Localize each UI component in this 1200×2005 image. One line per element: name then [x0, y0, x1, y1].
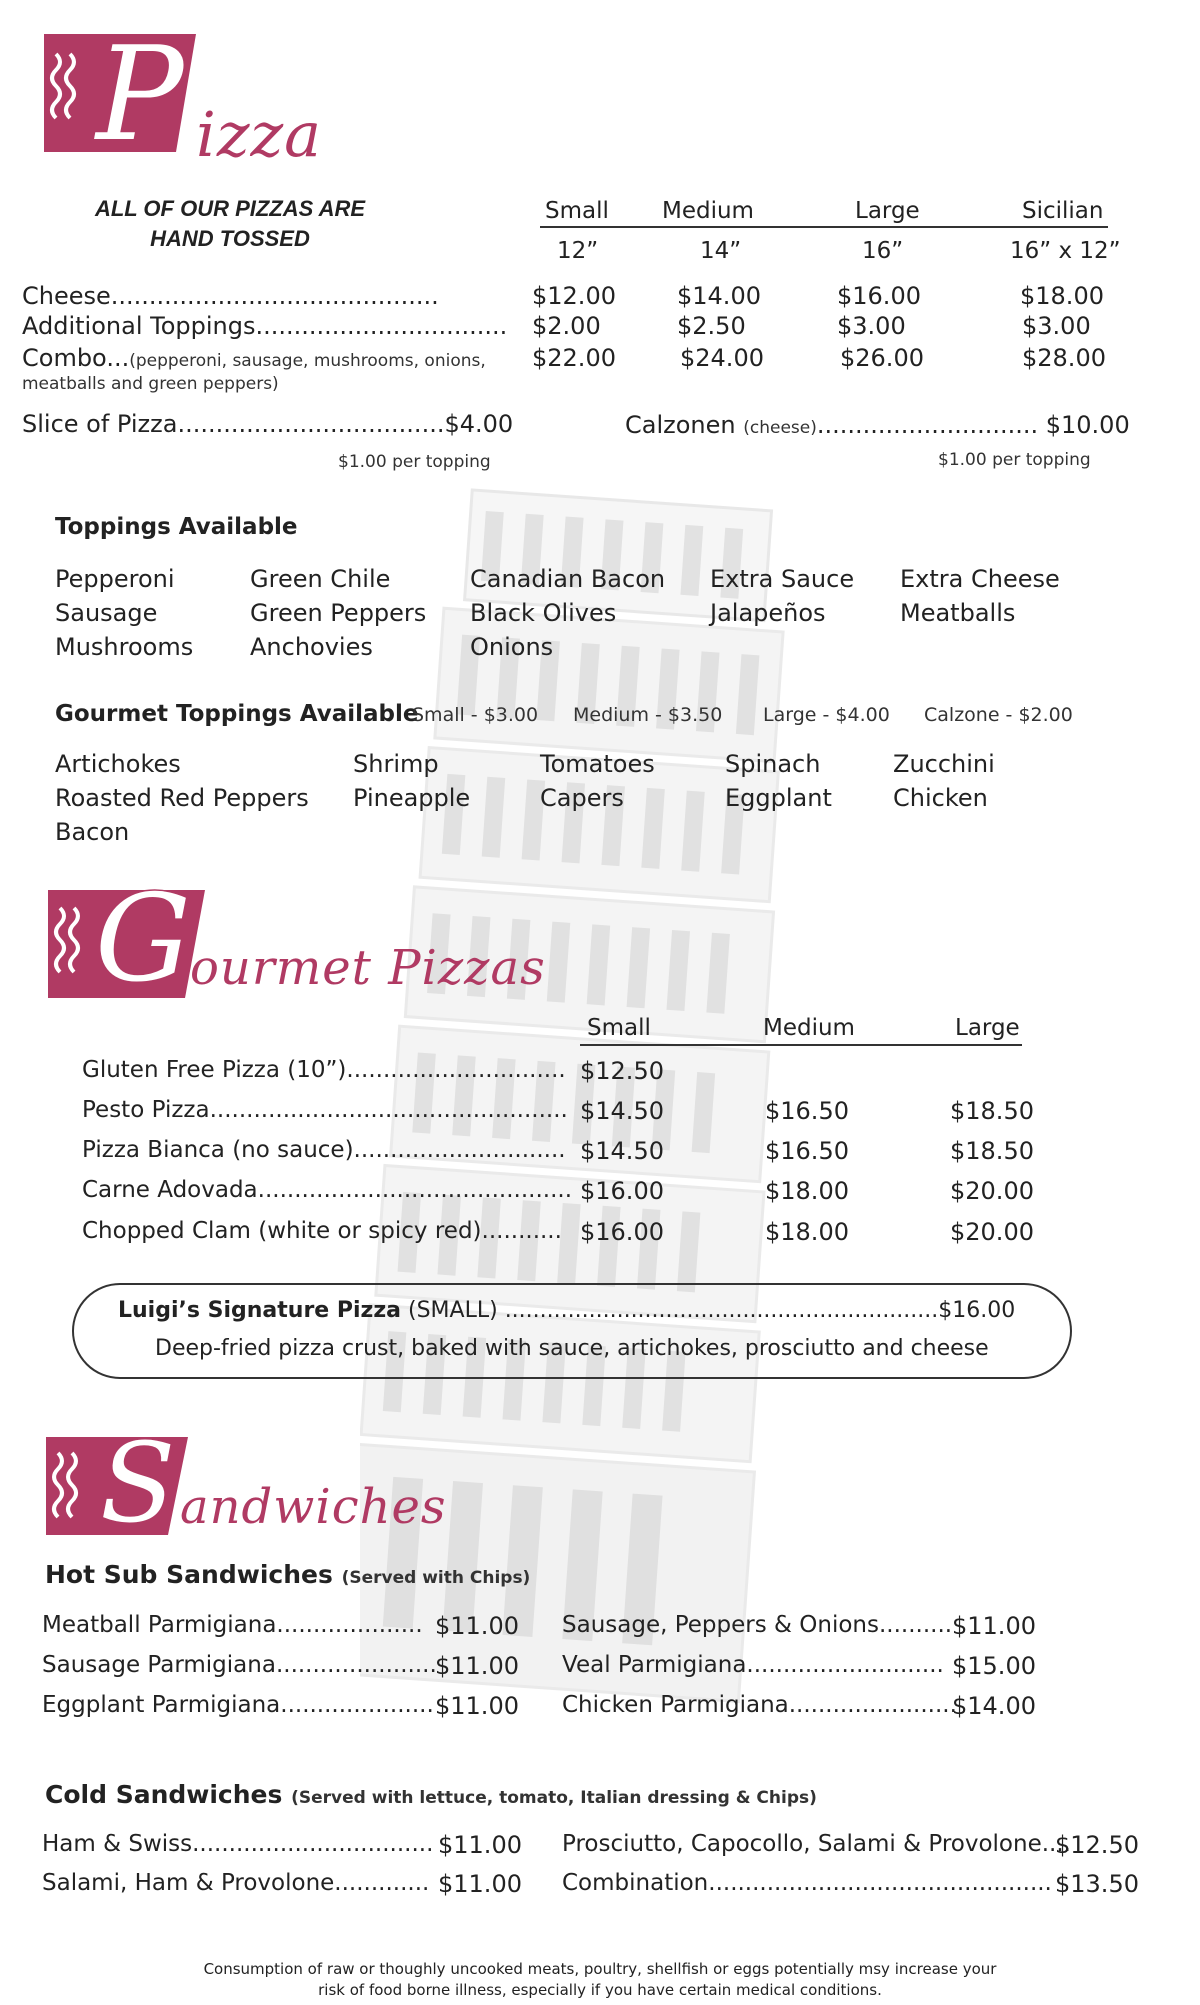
eggplant-parm-price: $11.00	[435, 1692, 519, 1720]
clam-label: Chopped Clam (white or spicy red)...........	[82, 1218, 562, 1244]
food-safety-notice-line2: risk of food borne illness, especially if you have certain medical conditions.	[318, 1981, 882, 1999]
hot-subs-title	[45, 1560, 530, 1589]
bianca-price-large: $18.50	[950, 1137, 1034, 1165]
prosciutto-price: $12.50	[1055, 1831, 1139, 1859]
combo-label	[22, 344, 486, 372]
cold-note: (Served with lettuce, tomato, Italian dressing & Chips)	[291, 1788, 817, 1808]
gourmet-tomatoes: Tomatoes	[540, 750, 655, 778]
gourmet-spinach: Spinach	[725, 750, 821, 778]
sandwiches-logo	[40, 1419, 520, 1549]
topping-green-peppers: Green Peppers	[250, 599, 427, 627]
combo-price-sicilian: $28.00	[1022, 344, 1106, 372]
gourmet-zucchini: Zucchini	[893, 750, 995, 778]
size-header-rule	[540, 226, 1108, 228]
combo-price-medium: $24.00	[680, 344, 764, 372]
cheese-price-large: $16.00	[837, 282, 921, 310]
signature-size: (SMALL)	[408, 1298, 498, 1323]
gourmet-heading-initial: G	[95, 870, 191, 1009]
topping-black-olives: Black Olives	[470, 599, 617, 627]
calzone-price: ............................. $10.00	[816, 411, 1130, 439]
pesto-price-large: $18.50	[950, 1097, 1034, 1125]
chicken-parm-price: $14.00	[952, 1692, 1036, 1720]
calzone-note: $1.00 per topping	[938, 450, 1091, 470]
combo-label-text: Combo...	[22, 344, 130, 372]
calzone-label-text: Calzonen	[625, 411, 736, 439]
gourmet-roasted-red-peppers: Roasted Red Peppers	[55, 784, 309, 812]
sausage-peppers-label: Sausage, Peppers & Onions..........	[562, 1612, 953, 1638]
gourmet-eggplant: Eggplant	[725, 784, 832, 812]
gourmet-bacon: Bacon	[55, 818, 130, 846]
topping-sausage: Sausage	[55, 599, 158, 627]
meatball-parm-label: Meatball Parmigiana....................	[42, 1612, 423, 1638]
slice-label: Slice of Pizza...................................$4.00	[22, 410, 514, 438]
carne-label: Carne Adovada...........................................	[82, 1177, 573, 1203]
size-sicilian: Sicilian	[1022, 198, 1104, 224]
combo-price-small: $22.00	[532, 344, 616, 372]
ham-swiss-label: Ham & Swiss.................................	[42, 1831, 434, 1857]
pesto-price-small: $14.50	[580, 1097, 664, 1125]
dim-sicilian: 16” x 12”	[1010, 238, 1121, 264]
bianca-price-small: $14.50	[580, 1137, 664, 1165]
gourmet-price-medium: Medium - $3.50	[573, 704, 723, 726]
chicken-parm-label: Chicken Parmigiana.......................	[562, 1692, 957, 1718]
topping-extra-cheese: Extra Cheese	[900, 565, 1060, 593]
clam-price-medium: $18.00	[765, 1218, 849, 1246]
clam-price-small: $16.00	[580, 1218, 664, 1246]
gourmet-size-small: Small	[587, 1015, 651, 1041]
combo-detail: (pepperoni, sausage, mushrooms, onions,	[129, 351, 486, 371]
topping-onions: Onions	[470, 633, 554, 661]
hot-subs-note: (Served with Chips)	[341, 1568, 531, 1588]
prosciutto-label: Prosciutto, Capocollo, Salami & Provolone....	[562, 1831, 1071, 1857]
cold-sandwiches-title	[45, 1780, 817, 1809]
veal-parm-label: Veal Parmigiana...........................	[562, 1652, 944, 1678]
dim-small: 12”	[557, 238, 599, 264]
toppings-price-medium: $2.50	[677, 312, 746, 340]
bianca-label: Pizza Bianca (no sauce).............................	[82, 1137, 566, 1163]
toppings-price-large: $3.00	[837, 312, 906, 340]
bianca-price-medium: $16.50	[765, 1137, 849, 1165]
size-large: Large	[855, 198, 920, 224]
gourmet-heading-rest: ourmet Pizzas	[190, 940, 546, 996]
gourmet-price-calzone: Calzone - $2.00	[924, 704, 1073, 726]
hand-tossed-note-line1: ALL OF OUR PIZZAS ARE	[94, 196, 366, 221]
signature-line	[118, 1298, 1015, 1323]
gourmet-price-small: Small - $3.00	[412, 704, 539, 726]
eggplant-parm-label: Eggplant Parmigiana.....................	[42, 1692, 434, 1718]
carne-price-medium: $18.00	[765, 1177, 849, 1205]
pesto-label: Pesto Pizza.................................................	[82, 1097, 568, 1123]
toppings-price-small: $2.00	[532, 312, 601, 340]
sandwiches-heading-rest: andwiches	[180, 1479, 447, 1535]
combination-label: Combination...............................................	[562, 1870, 1052, 1896]
veal-parm-price: $15.00	[952, 1652, 1036, 1680]
topping-mushrooms: Mushrooms	[55, 633, 194, 661]
salami-ham-price: $11.00	[438, 1870, 522, 1898]
sausage-peppers-price: $11.00	[952, 1612, 1036, 1640]
ham-swiss-price: $11.00	[438, 1831, 522, 1859]
gourmet-size-medium: Medium	[763, 1015, 855, 1041]
hot-subs-title-text: Hot Sub Sandwiches	[45, 1560, 333, 1589]
dim-large: 16”	[862, 238, 904, 264]
signature-description: Deep-fried pizza crust, baked with sauce, artichokes, prosciutto and cheese	[155, 1336, 989, 1361]
gourmet-size-large: Large	[955, 1015, 1020, 1041]
hand-tossed-note-line2: HAND TOSSED	[150, 226, 310, 251]
cheese-price-small: $12.00	[532, 282, 616, 310]
combo-detail-2: meatballs and green peppers)	[22, 374, 279, 394]
gourmet-chicken: Chicken	[893, 784, 988, 812]
gourmet-price-large: Large - $4.00	[763, 704, 890, 726]
topping-meatballs: Meatballs	[900, 599, 1016, 627]
meatball-parm-price: $11.00	[435, 1612, 519, 1640]
food-safety-notice-line1: Consumption of raw or thoughly uncooked meats, poultry, shellfish or eggs potentially msy increase your	[203, 1960, 997, 1978]
cheese-price-medium: $14.00	[677, 282, 761, 310]
dim-medium: 14”	[700, 238, 742, 264]
gluten-free-price-small: $12.50	[580, 1057, 664, 1085]
calzone-label	[625, 411, 1130, 439]
calzone-detail: (cheese)	[743, 418, 817, 438]
gourmet-toppings-title: Gourmet Toppings Available	[55, 701, 419, 727]
sandwiches-heading-initial: S	[100, 1419, 176, 1547]
gluten-free-label: Gluten Free Pizza (10”)..............................	[82, 1057, 566, 1083]
sausage-parm-price: $11.00	[435, 1652, 519, 1680]
signature-name: Luigi’s Signature Pizza	[118, 1298, 401, 1323]
topping-anchovies: Anchovies	[250, 633, 373, 661]
sausage-parm-label: Sausage Parmigiana......................	[42, 1652, 437, 1678]
topping-jalapenos: Jalapeños	[710, 599, 826, 627]
topping-extra-sauce: Extra Sauce	[710, 565, 855, 593]
signature-price: ..............................................................$16.00	[504, 1298, 1016, 1323]
salami-ham-label: Salami, Ham & Provolone.............	[42, 1870, 430, 1896]
cheese-label: Cheese...........................................	[22, 282, 439, 310]
cheese-price-sicilian: $18.00	[1020, 282, 1104, 310]
gourmet-pizzas-logo	[40, 870, 600, 1010]
pizza-logo	[36, 18, 336, 174]
size-medium: Medium	[662, 198, 754, 224]
toppings-title: Toppings Available	[55, 514, 298, 540]
cold-title-text: Cold Sandwiches	[45, 1780, 283, 1809]
carne-price-small: $16.00	[580, 1177, 664, 1205]
toppings-label: Additional Toppings.................................	[22, 312, 508, 340]
combo-price-large: $26.00	[840, 344, 924, 372]
gourmet-artichokes: Artichokes	[55, 750, 181, 778]
topping-green-chile: Green Chile	[250, 565, 391, 593]
gourmet-size-rule	[580, 1044, 1022, 1046]
topping-pepperoni: Pepperoni	[55, 565, 175, 593]
gourmet-capers: Capers	[540, 784, 624, 812]
gourmet-shrimp: Shrimp	[353, 750, 439, 778]
pizza-heading-initial: P	[96, 18, 184, 170]
toppings-price-sicilian: $3.00	[1022, 312, 1091, 340]
carne-price-large: $20.00	[950, 1177, 1034, 1205]
size-small: Small	[545, 198, 609, 224]
pesto-price-medium: $16.50	[765, 1097, 849, 1125]
slice-note: $1.00 per topping	[338, 452, 491, 472]
topping-canadian-bacon: Canadian Bacon	[470, 565, 666, 593]
combination-price: $13.50	[1055, 1870, 1139, 1898]
pizza-heading-rest: izza	[196, 98, 323, 171]
gourmet-pineapple: Pineapple	[353, 784, 471, 812]
clam-price-large: $20.00	[950, 1218, 1034, 1246]
